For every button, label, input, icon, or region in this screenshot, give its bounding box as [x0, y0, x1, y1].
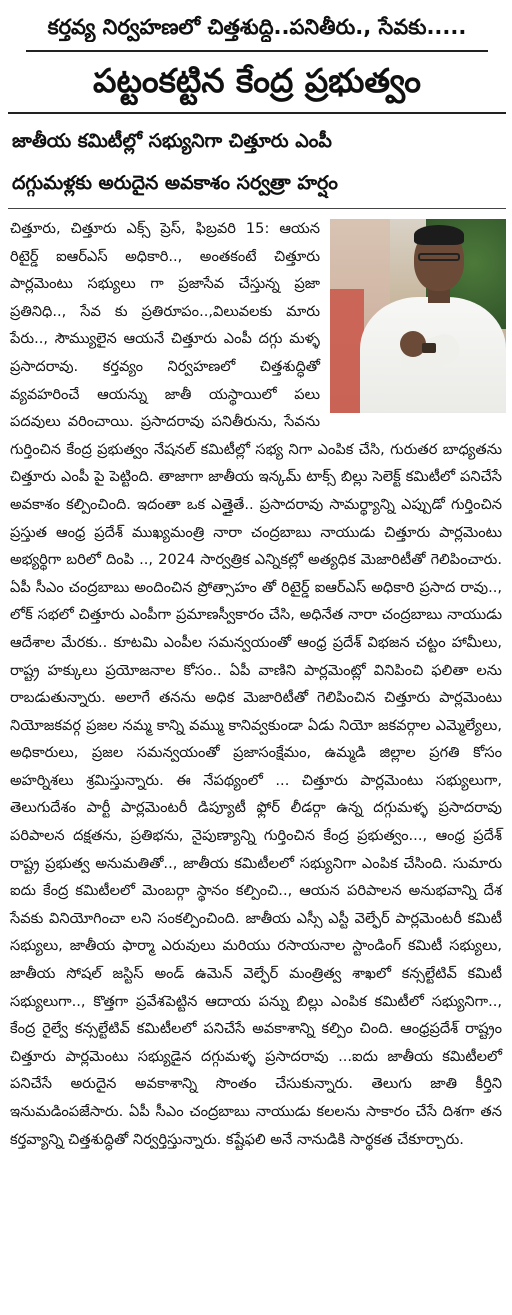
subheadline	[8, 120, 506, 204]
divider	[8, 208, 506, 209]
subheadline-line-1: జాతీయ కమిటీల్లో సభ్యునిగా చిత్తూరు ఎంపీ	[12, 130, 332, 152]
article-body	[8, 215, 506, 1153]
kicker-line: కర్తవ్య నిర్వహణలో చిత్తశుద్ధి..పనితీరు., సేవకు.....	[47, 15, 467, 39]
headline: పట్టంకట్టిన కేంద్ర ప్రభుత్వం	[92, 61, 422, 100]
divider	[8, 112, 506, 114]
divider	[26, 50, 488, 52]
article-paragraph: చిత్తూరు, చిత్తూరు ఎక్స్ ప్రెస్, ఫిబ్రవరి 15: ఆయన రిటైర్డ్ ఐఆర్ఎస్ అధికారి.., అంతకంటే చిత్తూరు పార్లమెంటు సభ్యులు గా ప్రజాసేవ చేస్తున్న ప్రజా ప్రతినిధి.., సేవ కు ప్రతిరూపం..,విలువలకు మారు పేరు.., సౌమ్యులైన ఆయనే చిత్తూరు ఎంపీ దగ్గు మళ్ళ ప్రసాదరావు. కర్తవ్యం నిర్వహణలో చిత్తశుద్ధితో వ్యవహరించే ఆయన్ను జాతీ యస్థాయిలో పలు పదవులు వరించాయి. ప్రసాదరావు పనితీరును, సేవను గుర్తించిన కేంద్ర ప్రభుత్వం నేషనల్ కమిటీల్లో సభ్య నిగా ఎంపిక చేసి, గురుతర బాధ్యతను చిత్తూరు ఎంపీ పై పెట్టింది. తాజాగా జాతీయ ఇన్కమ్ టాక్స్ బిల్లు సెలెక్ట్ కమిటీలో పనిచేసే అవకాశం కల్పించింది. ఇదంతా ఒక ఎత్తైతే.. ప్రసాదరావు సామర్థ్యాన్ని ఎప్పుడో గుర్తించిన ప్రస్తుత ఆంధ్ర ప్రదేశ్ ముఖ్యమంత్రి నారా చంద్రబాబు నాయుడు చిత్తూరు పార్లమెంటు అభ్యర్థిగా బరిలో దింపి .., 2024 సార్వత్రిక ఎన్నికల్లో అత్యధిక మెజారిటీతో గెలిపించారు. ఏపీ సీఎం చంద్రబాబు అందించిన ప్రోత్సాహం తో రిటైర్డ్ ఐఆర్ఎస్ అధికారి ప్రసాద రావు.., లోక్ సభలో చిత్తూరు ఎంపీగా ప్రమాణస్వీకారం చేసి, అధినేత నారా చంద్రబాబు నాయుడు ఆదేశాల మేరకు.. కూటమి ఎంపీల సమన్వయంతో ఆంధ్ర ప్రదేశ్ విభజన చట్టం హామీలు, రాష్ట్ర హక్కులు ప్రయోజనాల కోసం.. ఏపీ వాణిని పార్లమెంట్లో వినిపించి ఫలితా లను రాబడుతున్నారు. అలాగే తనను అధిక మెజారిటీతో గెలిపించిన చిత్తూరు పార్లమెంటు నియోజకవర్గ ప్రజల నమ్మ కాన్ని వమ్ము కానివ్వకుండా ఏడు నియో జకవర్గాల ఎమ్మెల్యేలు, అధికారులు, ప్రజల సమన్వయంతో ప్రజాసంక్షేమం, ఉమ్మడి జిల్లాల ప్రగతి కోసం అహర్నిశలు శ్రమిస్తున్నారు. ఈ నేపథ్యంలో ... చిత్తూరు పార్లమెంటు సభ్యులుగా, తెలుగుదేశం పార్టీ పార్లమెంటరీ డిప్యూటీ ఫ్లోర్ లీడర్గా ఉన్న దగ్గుమళ్ళ ప్రసాదరావు పరిపాలన దక్షతను, ప్రతిభను, నైపుణ్యాన్ని గుర్తించిన కేంద్ర ప్రభుత్వం..., ఆంధ్ర ప్రదేశ్ రాష్ట్ర ప్రభుత్వ అనుమతితో.., జాతీయ కమిటీలలో సభ్యునిగా ఎంపిక చేసింది. సుమారు ఐదు కేంద్ర కమిటీలలో మెంబర్గా స్థానం కల్పించి.., ఆయన పరిపాలన అనుభవాన్ని దేశ సేవకు వినియోగించా లని సంకల్పించింది. జాతీయ ఎస్సీ ఎస్టీ వెల్ఫేర్ పార్లమెంటరీ కమిటీ సభ్యులు, జాతీయ ఫార్మా ఎరువులు మరియు రసాయనాల స్టాండింగ్ కమిటీ సభ్యులు, జాతీయ సోషల్ జస్టిస్ అండ్ ఉమెన్ వెల్ఫేర్ మంత్రిత్వ శాఖలో కన్సల్టేటివ్ కమిటీ సభ్యులుగా.., కొత్తగా ప్రవేశపెట్టిన ఆదాయ పన్ను బిల్లు ఎంపిక కమిటీలో సభ్యునిగా.., కేంద్ర రైల్వే కన్సల్టేటివ్ కమిటీలలో పనిచేసే అవకాశాన్ని కల్పిం చింది. ఆంధ్రప్రదేశ్ రాష్ట్రం చిత్తూరు పార్లమెంటు సభ్యుడైన దగ్గుమళ్ళ ప్రసాదరావు ...ఐదు జాతీయ కమిటీలలో పనిచేసే అరుదైన అవకాశాన్ని సొంతం చేసుకున్నారు. తెలుగు జాతి కీర్తిని ఇనుమడింపజేసారు. ఏపీ సీఎం చంద్రబాబు నాయుడు కలలను సాకారం చేసే దిశగా తన కర్తవ్యాన్ని చిత్తశుద్ధితో నిర్వర్తిస్తున్నారు. కష్టేఫలి అనే నానుడికి సార్థకత చేకూర్చారు.	[10, 220, 502, 1148]
mp-portrait-photo	[330, 219, 506, 413]
subheadline-line-2: దగ్గుమళ్లకు అరుదైన అవకాశం సర్వత్రా హర్షం	[12, 172, 338, 194]
